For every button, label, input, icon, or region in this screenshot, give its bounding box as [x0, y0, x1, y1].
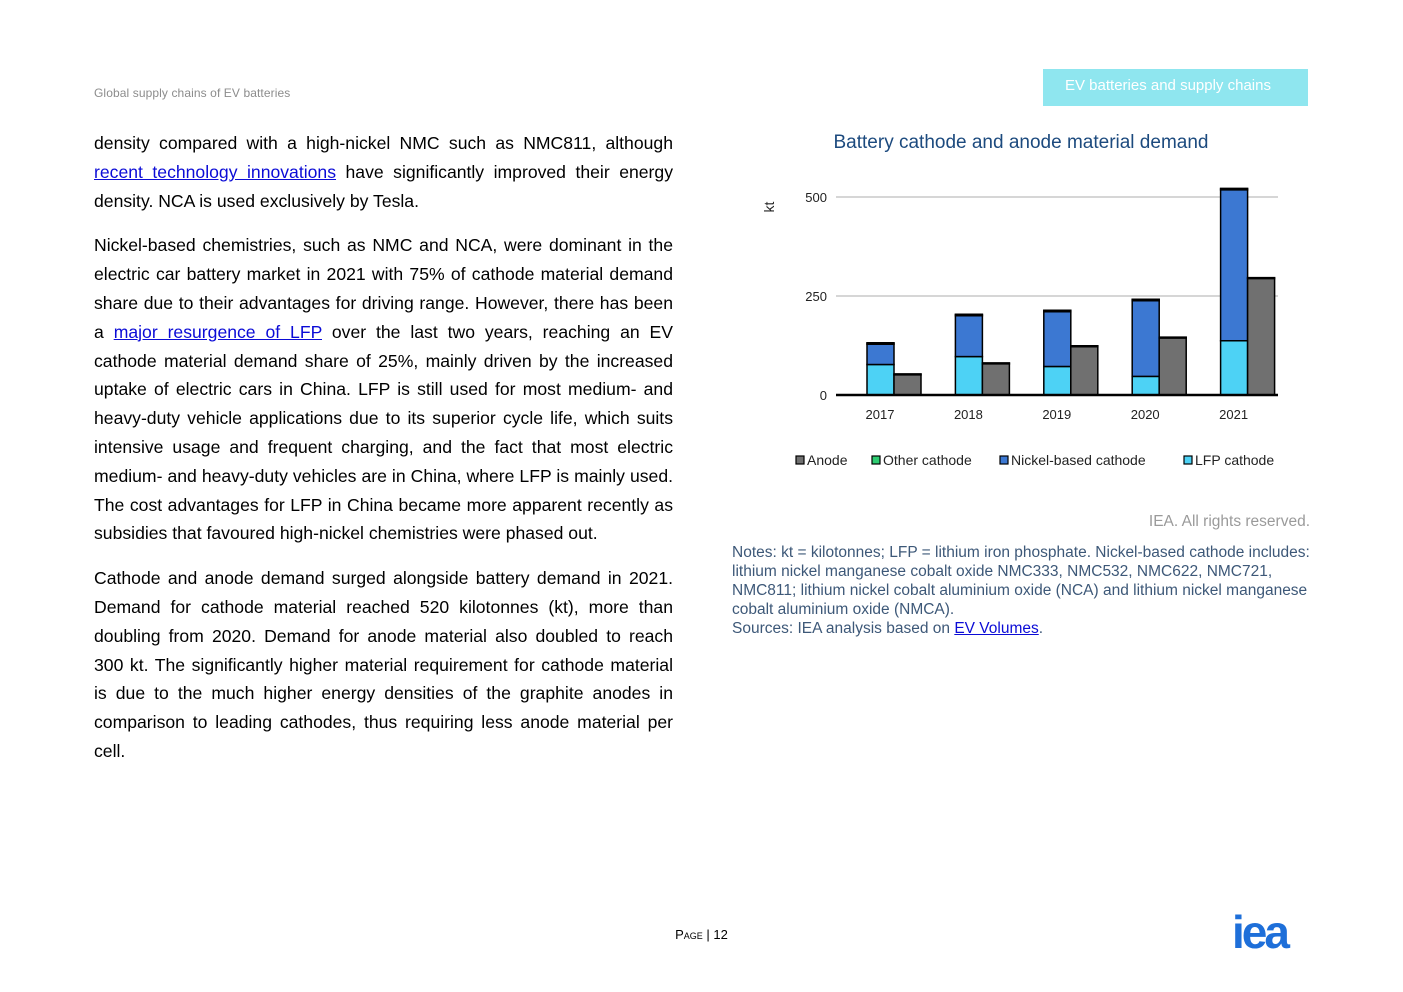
bar-nickel-based-cathode-2020 — [1132, 300, 1159, 376]
bar-anode-2018 — [982, 363, 1009, 395]
iea-logo-text: iea — [1232, 914, 1287, 954]
bar-lfp-cathode-2019 — [1044, 366, 1071, 395]
notes-text: Notes: kt = kilotonnes; LFP = lithium iron phosphate. Nickel-based cathode includes: lithium nickel manganese cobalt oxide NMC333, NMC532, NMC622, NMC721, NMC811; lithium nickel cobalt aluminium oxide (NCA) and lithium nickel manganese cobalt aluminium oxide (NMCA). — [732, 544, 1310, 618]
legend-swatch-nickel-based-cathode — [1000, 456, 1008, 464]
legend-label-lfp-cathode: LFP cathode — [1195, 452, 1275, 468]
paragraph-3: Cathode and anode demand surged alongside battery demand in 2021. Demand for cathode material reached 520 kilotonnes (kt), more than doubling from 2020. Demand for anode material also doubled to reach 300 kt. The significantly higher material requirement for cathode material is due to the much higher energy densities of the graphite anodes in comparison to leading cathodes, thus requiring less anode material per cell. — [94, 568, 673, 761]
recent-technology-innovations-link[interactable]: recent technology innovations — [94, 161, 337, 182]
copyright-notice: IEA. All rights reserved. — [1148, 513, 1310, 530]
page-word: Page — [675, 927, 703, 942]
y-tick-label: 250 — [805, 289, 827, 304]
bar-lfp-cathode-2018 — [955, 357, 982, 395]
page-footer — [0, 927, 1403, 942]
x-tick-label: 2019 — [1042, 407, 1072, 422]
page-separator: | — [706, 927, 710, 942]
bar-lfp-cathode-2020 — [1132, 376, 1159, 395]
y-tick-label: 0 — [819, 388, 827, 403]
chart — [732, 170, 1310, 480]
chart-title: Battery cathode and anode material demand — [833, 132, 1209, 153]
legend-swatch-lfp-cathode — [1184, 456, 1192, 464]
bar-lfp-cathode-2021 — [1221, 341, 1248, 395]
iea-logo — [1232, 914, 1312, 954]
page-number: 12 — [713, 927, 728, 942]
chart-notes — [732, 543, 1312, 638]
x-tick-label: 2017 — [865, 407, 895, 422]
x-tick-label: 2021 — [1219, 407, 1249, 422]
paragraph-2: Nickel-based chemistries, such as NMC and NCA, were dominant in the electric car battery market in 2021 with 75% of cathode material demand share due to their advantages for driving range. However, there has been a major resurgence of LFP over the last two years, reaching an EV cathode material demand share of 25%, mainly driven by the increased uptake of electric cars in China. LFP is still used for most medium- and heavy-duty vehicle applications due to its superior cycle life, which suits intensive usage and frequent charging, and the fact that most electric medium- and heavy-duty vehicles are in China, where LFP is mainly used. The cost advantages for LFP in China became more apparent recently as subsidies that favoured high-nickel chemistries were phased out. — [94, 235, 673, 544]
legend-label-anode: Anode — [807, 452, 848, 468]
bar-nickel-based-cathode-2018 — [955, 315, 982, 357]
x-tick-label: 2018 — [953, 407, 983, 422]
legend-swatch-other-cathode — [872, 456, 880, 464]
legend-label-other-cathode: Other cathode — [883, 452, 972, 468]
bar-anode-2017 — [894, 374, 921, 395]
major-resurgence-of-lfp-link[interactable]: major resurgence of LFP — [113, 321, 322, 342]
bar-lfp-cathode-2017 — [867, 365, 894, 395]
body-text — [94, 129, 673, 782]
x-tick-label: 2020 — [1130, 407, 1160, 422]
bar-nickel-based-cathode-2021 — [1221, 189, 1248, 341]
paragraph-1: density compared with a high-nickel NMC such as NMC811, although recent technology innovations have significantly improved their energy density. NCA is used exclusively by Tesla. — [94, 133, 673, 211]
bar-anode-2019 — [1071, 346, 1098, 395]
legend-swatch-anode — [796, 456, 804, 464]
sources-line: Sources: IEA analysis based on EV Volumes. — [732, 620, 1044, 637]
section-tab[interactable] — [1043, 69, 1308, 106]
ev-volumes-link[interactable]: EV Volumes — [954, 620, 1039, 637]
bar-anode-2020 — [1159, 338, 1186, 395]
y-tick-label: 500 — [805, 190, 827, 205]
bar-anode-2021 — [1248, 278, 1275, 395]
running-header: Global supply chains of EV batteries — [94, 86, 291, 100]
bar-nickel-based-cathode-2019 — [1044, 311, 1071, 366]
legend-label-nickel-based-cathode: Nickel-based cathode — [1011, 452, 1146, 468]
bar-nickel-based-cathode-2017 — [867, 344, 894, 365]
section-tab-label: EV batteries and supply chains — [1065, 77, 1271, 94]
y-axis-label: kt — [761, 201, 777, 213]
